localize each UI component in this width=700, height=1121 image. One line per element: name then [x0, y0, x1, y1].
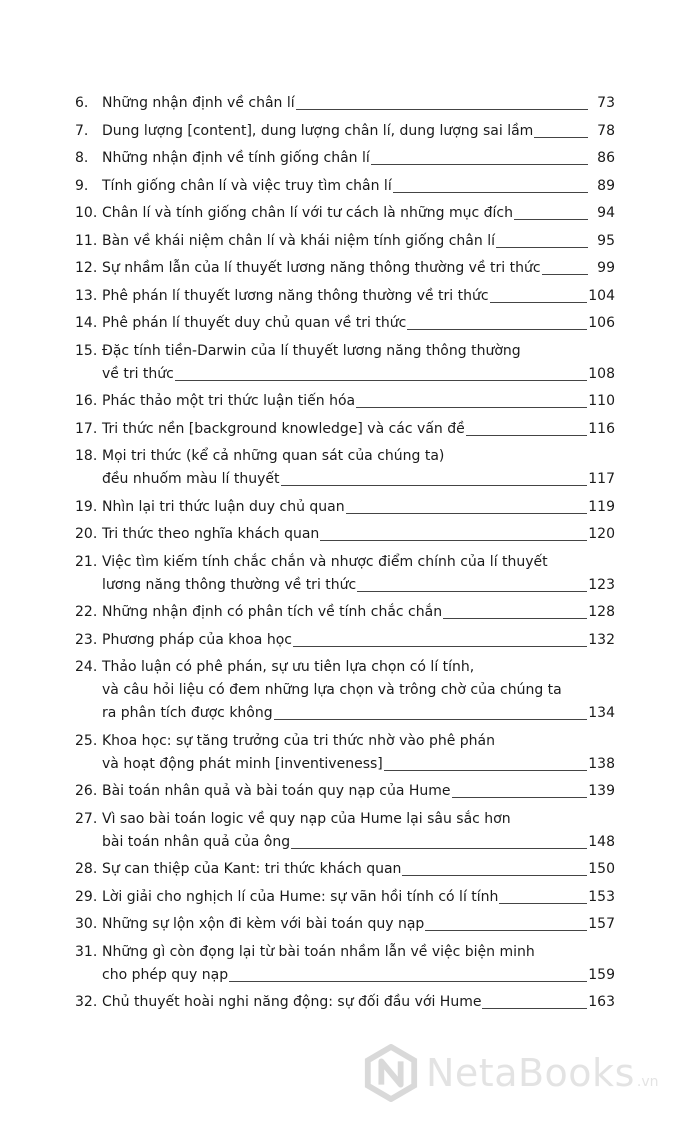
toc-leader-line: [443, 618, 587, 619]
toc-leader-line: [356, 407, 587, 408]
toc-entry-title: Phương pháp của khoa học: [102, 631, 292, 648]
toc-entry-number: 17.: [75, 420, 98, 437]
toc-entry-title: bài toán nhân quả của ông: [102, 833, 291, 850]
toc-entry-title: Phác thảo một tri thức luận tiến hóa: [102, 393, 356, 409]
toc-entry-number: 12.: [75, 260, 98, 276]
toc-entry: [75, 601, 615, 624]
toc-entry-title: về tri thức: [102, 365, 174, 382]
toc-entry-page: 104: [588, 287, 615, 304]
toc-entry-title: Những nhận định về chân lí: [102, 95, 295, 111]
toc-leader-line: [291, 848, 587, 849]
toc-entry-page: 139: [588, 783, 615, 799]
toc-entry: [75, 941, 615, 987]
toc-entry: [75, 230, 615, 253]
toc-entry-page: 106: [588, 315, 615, 331]
toc-entry-title: cho phép quy nạp: [102, 966, 229, 983]
toc-entry-number: 11.: [75, 232, 98, 249]
toc-entry-number: 10.: [75, 205, 98, 221]
toc-entry-title: Tri thức nền [background knowledge] và các vấn đề: [102, 420, 465, 437]
toc-entry: [75, 340, 615, 386]
toc-entry-title: Lời giải cho nghịch lí của Hume: sự vãn hồi tính có lí tính: [102, 888, 499, 905]
table-of-contents: [75, 92, 615, 1019]
toc-entry-page: 157: [588, 916, 615, 932]
toc-leader-line: [229, 981, 587, 982]
toc-entry-page: 120: [588, 526, 615, 542]
toc-entry-number: 26.: [75, 783, 98, 799]
toc-entry-number: 20.: [75, 526, 98, 542]
toc-entry-title: Bài toán nhân quả và bài toán quy nạp của Hume: [102, 783, 451, 799]
toc-entry-number: 18.: [75, 448, 98, 464]
toc-entry-page: 78: [597, 122, 615, 139]
toc-entry-page: 119: [588, 498, 615, 515]
toc-entry-title: Phê phán lí thuyết duy chủ quan về tri thức: [102, 315, 407, 331]
toc-leader-line: [274, 719, 588, 720]
toc-leader-line: [402, 875, 587, 876]
toc-entry-page: 86: [597, 150, 615, 166]
toc-entry: [75, 808, 615, 854]
toc-entry-title: Chân lí và tính giống chân lí với tư cách là những mục đích: [102, 205, 513, 221]
toc-leader-line: [320, 540, 587, 541]
toc-entry: [75, 175, 615, 198]
toc-entry-title: Tính giống chân lí và việc truy tìm chân lí: [102, 177, 392, 194]
toc-entry-title-line: Khoa học: sự tăng trưởng của tri thức nhờ vào phê phán: [102, 732, 495, 749]
toc-leader-line: [357, 591, 587, 592]
toc-entry-title: Nhìn lại tri thức luận duy chủ quan: [102, 498, 345, 515]
toc-entry-page: 99: [597, 260, 615, 276]
toc-entry-page: 148: [588, 833, 615, 850]
toc-leader-line: [534, 137, 588, 138]
toc-entry: [75, 886, 615, 909]
toc-entry: [75, 147, 615, 170]
toc-entry-title-line: Mọi tri thức (kể cả những quan sát của chúng ta): [102, 448, 445, 464]
toc-entry-title: Chủ thuyết hoài nghi năng động: sự đối đầu với Hume: [102, 994, 482, 1010]
toc-entry: [75, 523, 615, 546]
toc-entry-number: 30.: [75, 916, 98, 932]
toc-entry-number: 19.: [75, 498, 98, 515]
toc-leader-line: [293, 646, 587, 647]
toc-entry-title: Bàn về khái niệm chân lí và khái niệm tính giống chân lí: [102, 232, 495, 249]
toc-entry-number: 8.: [75, 150, 89, 166]
toc-entry-page: 163: [588, 994, 615, 1010]
toc-leader-line: [482, 1008, 587, 1009]
toc-entry: [75, 418, 615, 441]
toc-entry: [75, 551, 615, 597]
toc-entry-title: lương năng thông thường về tri thức: [102, 576, 357, 593]
toc-leader-line: [346, 513, 588, 514]
toc-entry: [75, 858, 615, 881]
toc-entry-page: 117: [588, 471, 615, 487]
toc-entry-page: 116: [588, 420, 615, 437]
toc-entry-number: 22.: [75, 604, 98, 620]
toc-leader-line: [281, 485, 588, 486]
toc-entry-number: 21.: [75, 553, 98, 570]
toc-entry-title: đều nhuốm màu lí thuyết: [102, 471, 280, 487]
toc-entry: [75, 496, 615, 519]
toc-entry-page: 134: [588, 705, 615, 721]
toc-entry: [75, 285, 615, 308]
toc-entry-page: 94: [597, 205, 615, 221]
toc-entry-title: Sự can thiệp của Kant: tri thức khách quan: [102, 861, 402, 877]
toc-entry: [75, 629, 615, 652]
toc-entry-number: 29.: [75, 888, 98, 905]
toc-entry-number: 9.: [75, 177, 89, 194]
toc-entry: [75, 913, 615, 936]
toc-entry-page: 108: [588, 365, 615, 382]
toc-entry-number: 15.: [75, 342, 98, 359]
watermark-brand: NetaBooks: [426, 1050, 635, 1095]
toc-entry-number: 6.: [75, 95, 89, 111]
toc-leader-line: [407, 329, 587, 330]
toc-entry-title-line: Đặc tính tiền-Darwin của lí thuyết lương năng thông thường: [102, 342, 521, 359]
toc-leader-line: [175, 380, 587, 381]
toc-entry-number: 7.: [75, 122, 89, 139]
toc-leader-line: [490, 302, 588, 303]
toc-entry-page: 110: [588, 393, 615, 409]
toc-leader-line: [499, 903, 587, 904]
toc-leader-line: [496, 247, 588, 248]
toc-entry-title: Tri thức theo nghĩa khách quan: [102, 526, 320, 542]
toc-entry-number: 13.: [75, 287, 98, 304]
toc-leader-line: [384, 770, 588, 771]
toc-entry: [75, 445, 615, 491]
toc-entry-page: 150: [588, 861, 615, 877]
toc-leader-line: [542, 274, 588, 275]
toc-entry-title-line: Thảo luận có phê phán, sự ưu tiên lựa chọn có lí tính, và câu hỏi liệu có đem những lựa chọn và trông chờ của chúng ta: [102, 659, 562, 698]
toc-entry: [75, 780, 615, 803]
toc-entry-page: 89: [597, 177, 615, 194]
toc-entry-title: Dung lượng [content], dung lượng chân lí, dung lượng sai lầm: [102, 122, 534, 139]
toc-entry: [75, 730, 615, 776]
toc-entry-number: 24.: [75, 659, 98, 675]
toc-leader-line: [514, 219, 588, 220]
toc-entry-page: 132: [588, 631, 615, 648]
toc-entry-title: và hoạt động phát minh [inventiveness]: [102, 755, 383, 772]
toc-entry-number: 28.: [75, 861, 98, 877]
toc-leader-line: [296, 109, 588, 110]
toc-entry-title: Phê phán lí thuyết lương năng thông thường về tri thức: [102, 287, 489, 304]
toc-entry-number: 23.: [75, 631, 98, 648]
toc-entry-page: 128: [588, 604, 615, 620]
toc-entry: [75, 120, 615, 143]
toc-entry-title: Những sự lộn xộn đi kèm với bài toán quy nạp: [102, 916, 425, 932]
toc-entry-title: ra phân tích được không: [102, 705, 273, 721]
toc-entry-page: 73: [597, 95, 615, 111]
toc-leader-line: [466, 435, 588, 436]
toc-entry-page: 123: [588, 576, 615, 593]
toc-entry: [75, 390, 615, 413]
toc-entry-page: 138: [588, 755, 615, 772]
watermark-suffix: .vn: [636, 1073, 659, 1090]
toc-entry-number: 27.: [75, 810, 98, 827]
toc-entry-page: 95: [597, 232, 615, 249]
toc-entry-number: 31.: [75, 943, 98, 960]
toc-leader-line: [393, 192, 588, 193]
toc-entry: [75, 656, 615, 725]
toc-entry: [75, 991, 615, 1014]
toc-entry-title: Những nhận định về tính giống chân lí: [102, 150, 370, 166]
toc-leader-line: [371, 164, 588, 165]
toc-entry-title-line: Những gì còn đọng lại từ bài toán nhầm lẫn về việc biện minh: [102, 943, 535, 960]
toc-entry-number: 14.: [75, 315, 98, 331]
toc-entry-title-line: Vì sao bài toán logic về quy nạp của Hume lại sâu sắc hơn: [102, 810, 511, 827]
toc-entry-number: 16.: [75, 393, 98, 409]
toc-entry: [75, 202, 615, 225]
toc-entry-page: 159: [588, 966, 615, 983]
toc-entry-number: 32.: [75, 994, 98, 1010]
netabooks-logo-icon: [362, 1044, 420, 1102]
toc-entry: [75, 312, 615, 335]
toc-entry-title-line: Việc tìm kiếm tính chắc chắn và nhược điểm chính của lí thuyết: [102, 553, 548, 570]
toc-entry-title: Những nhận định có phân tích về tính chắc chắn: [102, 604, 443, 620]
watermark: [362, 1030, 692, 1115]
toc-entry-page: 153: [588, 888, 615, 905]
toc-entry: [75, 257, 615, 280]
toc-leader-line: [452, 797, 588, 798]
toc-entry-title: Sự nhầm lẫn của lí thuyết lương năng thông thường về tri thức: [102, 260, 541, 276]
toc-leader-line: [425, 930, 587, 931]
toc-entry-number: 25.: [75, 732, 98, 749]
toc-entry: [75, 92, 615, 115]
